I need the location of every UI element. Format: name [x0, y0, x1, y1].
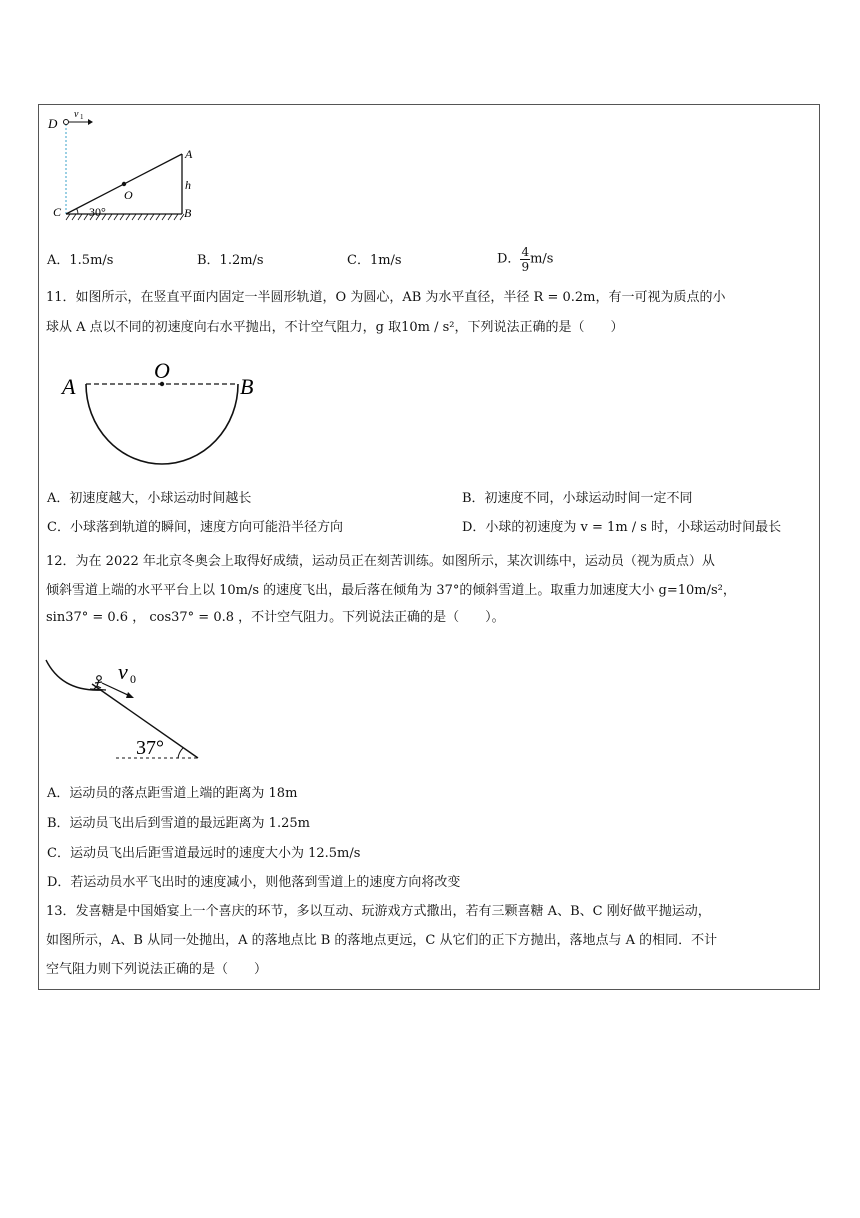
q11-semicircle-figure	[60, 356, 270, 476]
v1-subscript: 1	[80, 113, 84, 121]
q12-question-line2: 倾斜雪道上端的水平平台上以 10m/s 的速度飞出，最后落在倾角为 37°的倾斜雪道上。取重力加速度大小 g=10m/s²，	[46, 583, 736, 598]
q10-option-a: A．1.5m/s	[47, 253, 114, 268]
angle-30-label: 30°	[89, 205, 106, 219]
fraction	[520, 245, 530, 274]
q11-question-line2: 球从 A 点以不同的初速度向右水平抛出，不计空气阻力，g 取10m / s²，下列说法正确的是（ ）	[46, 320, 624, 335]
angle-37-label: 37°	[136, 737, 164, 759]
fraction-denominator: 9	[521, 260, 530, 274]
q11-option-b: B．初速度不同，小球运动时间一定不同	[462, 491, 693, 506]
v0-subscript: 0	[130, 672, 136, 686]
q12-option-c: C．运动员飞出后距雪道最远时的速度大小为 12.5m/s	[47, 846, 361, 861]
q12-option-a: A．运动员的落点距雪道上端的距离为 18m	[47, 786, 298, 801]
q12-option-d: D．若运动员水平飞出时的速度减小，则他落到雪道上的速度方向将改变	[47, 875, 461, 890]
point-b-label: B	[240, 374, 254, 399]
q11-option-d: D．小球的初速度为 v = 1m / s 时，小球运动时间最长	[462, 520, 782, 535]
q13-question-line2: 如图所示，A、B 从同一处抛出，A 的落地点比 B 的落地点更远，C 从它们的正下方抛出，落地点与 A 的相同．不计	[46, 933, 718, 948]
q12-option-b: B．运动员飞出后到雪道的最远距离为 1.25m	[47, 816, 310, 831]
point-c-label: C	[53, 205, 62, 219]
q12-ski-slope-figure	[44, 652, 224, 767]
q12-question-line3: sin37° = 0.6 ， cos37° = 0.8 ，不计空气阻力。下列说法正确的是（ ）。	[46, 610, 505, 625]
height-h-label: h	[185, 178, 191, 192]
point-d-label: D	[48, 116, 58, 131]
q13-question-line1: 13．发喜糖是中国婚宴上一个喜庆的环节，多以互动、玩游戏方式撒出，若有三颗喜糖 A、B、C 刚好做平抛运动，	[46, 904, 711, 919]
v1-label: v	[74, 109, 79, 120]
q13-question-line3: 空气阻力则下列说法正确的是（ ）	[46, 962, 268, 977]
point-b-label: B	[184, 206, 192, 220]
q10-incline-figure	[44, 106, 214, 226]
q11-question-line1: 11．如图所示，在竖直平面内固定一半圆形轨道，O 为圆心，AB 为水平直径，半径 R = 0.2m，有一可视为质点的小	[46, 290, 726, 305]
q10-option-c: C．1m/s	[347, 253, 402, 268]
q10-option-d-label: D．	[497, 251, 521, 267]
point-o-label: O	[154, 358, 170, 383]
point-a-label: A	[62, 374, 76, 399]
fraction-numerator: 4	[521, 245, 530, 259]
q10-option-b: B．1.2m/s	[197, 253, 264, 268]
q10-option-d	[497, 245, 553, 274]
q10-option-d-unit: m/s	[530, 251, 554, 267]
q11-option-c: C．小球落到轨道的瞬间，速度方向可能沿半径方向	[47, 520, 343, 535]
point-o-label: O	[124, 188, 133, 202]
v0-label: v	[118, 659, 128, 684]
q12-question-line1: 12．为在 2022 年北京冬奥会上取得好成绩，运动员正在刻苦训练。如图所示，某次训练中，运动员（视为质点）从	[46, 554, 715, 569]
q11-option-a: A．初速度越大，小球运动时间越长	[47, 491, 252, 506]
point-a-label: A	[185, 147, 193, 161]
